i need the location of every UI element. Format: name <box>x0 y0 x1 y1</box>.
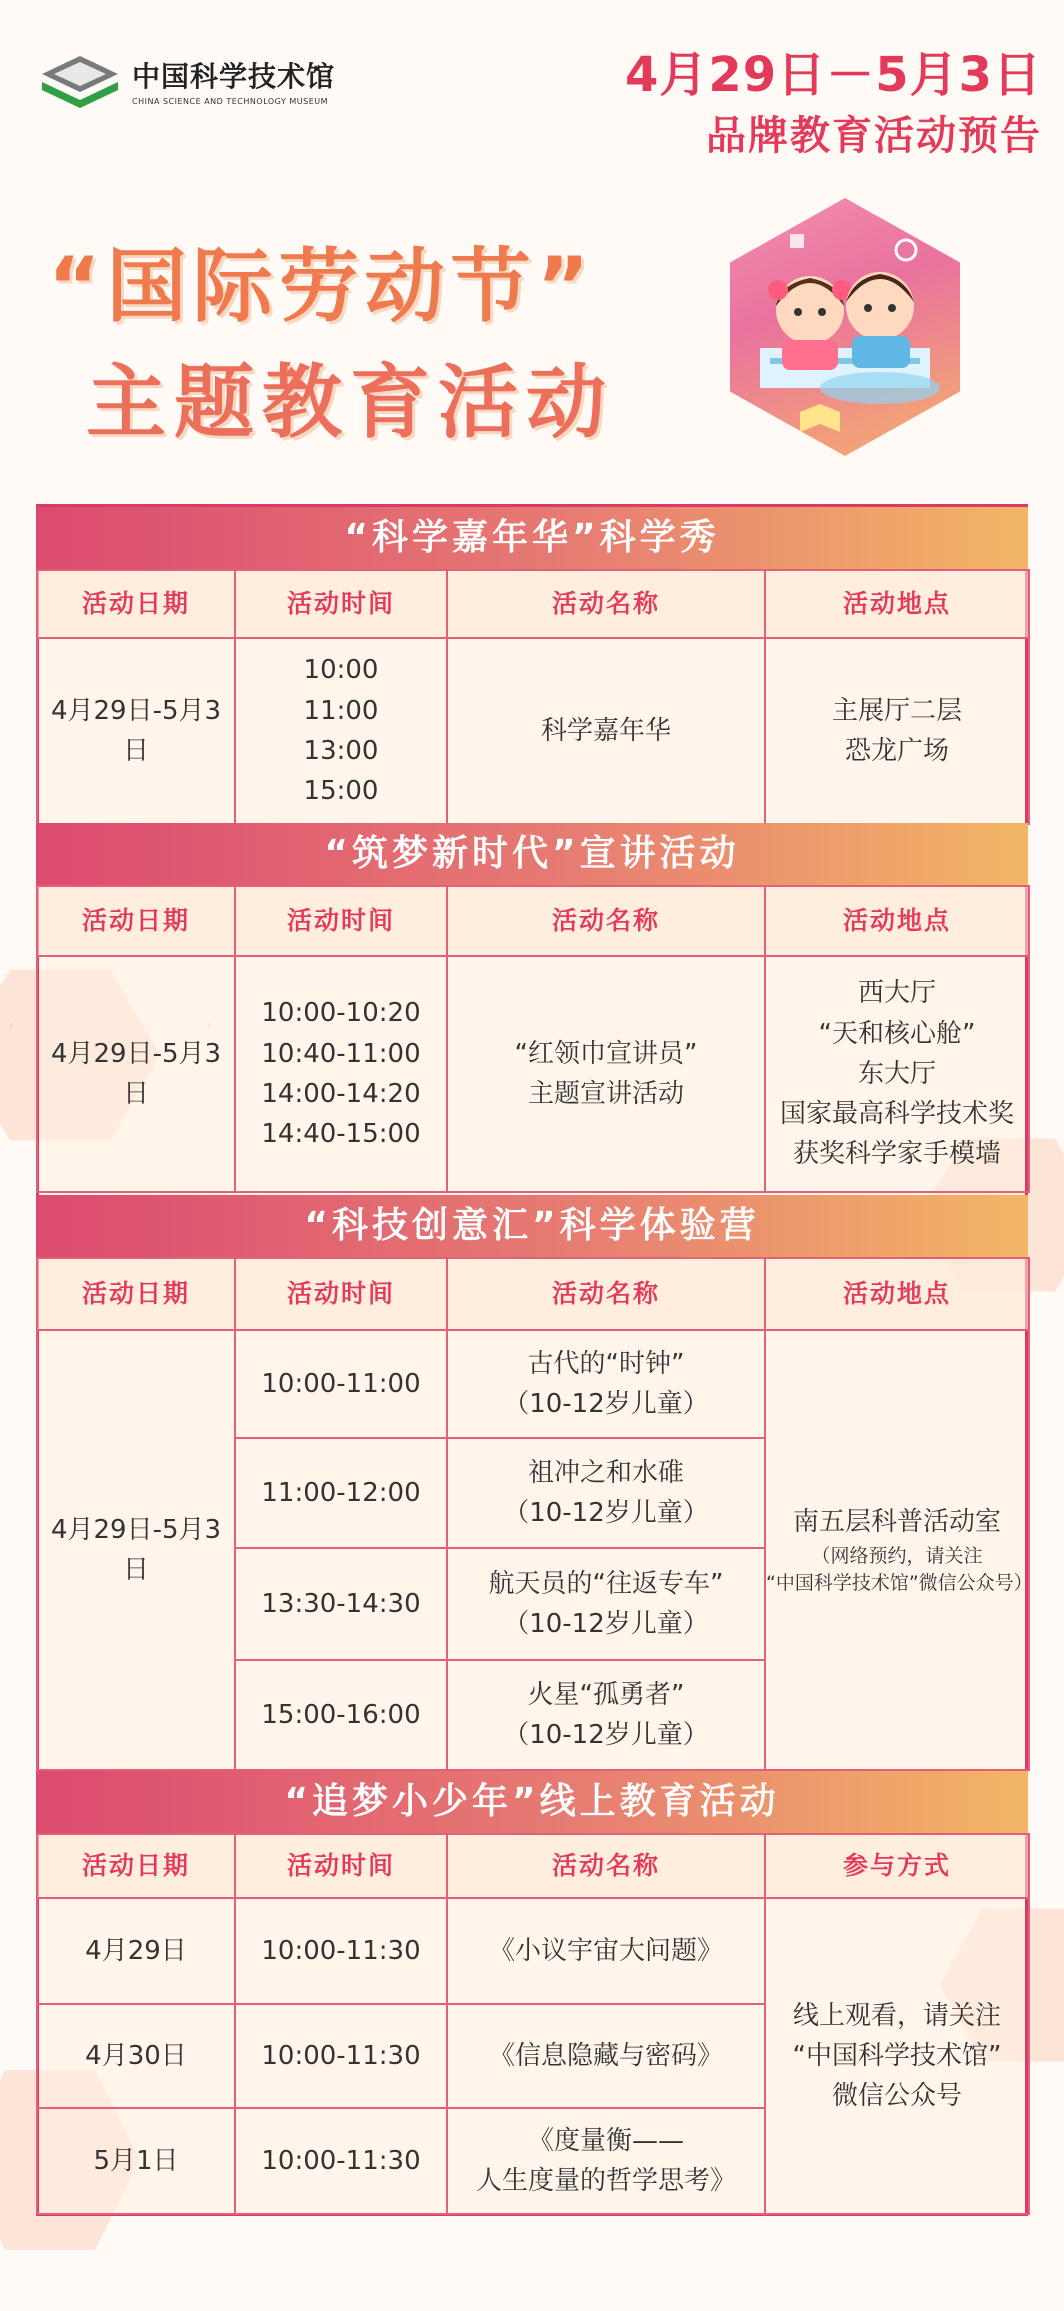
activity-date: 4月29日 <box>37 1898 235 2004</box>
name-line: 火星“孤勇者” <box>527 1679 685 1710</box>
time-slot: 10:40-11:00 <box>261 1038 421 1069</box>
time-slot: 14:40-15:00 <box>261 1119 421 1150</box>
activity-name: 《小议宇宙大问题》 <box>447 1898 765 2004</box>
camp-table <box>36 1257 1033 1771</box>
activity-date: 5月1日 <box>37 2108 235 2214</box>
time-slot: 15:00 <box>303 776 379 807</box>
header-date: 活动日期 <box>37 1258 235 1330</box>
header-name: 活动名称 <box>447 570 765 638</box>
kids-illustration <box>730 198 960 456</box>
header-time: 活动时间 <box>235 570 447 638</box>
participation-method <box>765 1898 1029 2214</box>
location-line: 南五层科普活动室 <box>792 1507 1001 1538</box>
lecture-table <box>36 885 1030 1193</box>
header-location: 活动地点 <box>765 570 1029 638</box>
location-note: （网络预约，请关注 <box>811 1544 983 1567</box>
activity-date: 4月29日-5月3日 <box>37 1330 235 1770</box>
main-title-line2: 主题教育活动 <box>86 356 614 449</box>
header-date: 活动日期 <box>37 570 235 638</box>
time-slot: 10:00 <box>303 655 379 686</box>
activity-name <box>447 956 765 1192</box>
method-line: “中国科学技术馆” <box>792 2040 1002 2071</box>
museum-logo <box>38 52 335 108</box>
activity-times <box>235 638 447 824</box>
name-line: 祖冲之和水碓 <box>527 1457 684 1488</box>
name-line: 《度量衡—— <box>527 2125 684 2156</box>
activity-time: 10:00-11:00 <box>235 1330 447 1438</box>
activity-time: 10:00-11:30 <box>235 1898 447 2004</box>
header-name: 活动名称 <box>447 886 765 956</box>
activity-date: 4月30日 <box>37 2004 235 2108</box>
activity-name <box>447 1438 765 1548</box>
activity-location <box>765 1330 1033 1770</box>
section-banner-lecture: “筑梦新时代”宣讲活动 <box>36 823 1028 885</box>
location-line: “天和核心舱” <box>818 1018 976 1049</box>
online-table <box>36 1833 1030 2215</box>
time-slot: 14:00-14:20 <box>261 1079 421 1109</box>
location-line: 主展厅二层 <box>831 695 962 726</box>
section-banner-camp: “科技创意汇”科学体验营 <box>36 1195 1028 1257</box>
activity-time: 13:30-14:30 <box>235 1548 447 1660</box>
time-slot: 10:00-10:20 <box>261 998 421 1029</box>
name-line: 古代的“时钟” <box>527 1348 685 1379</box>
section-banner-carnival: “科学嘉年华”科学秀 <box>36 507 1028 569</box>
location-line: 东大厅 <box>857 1058 936 1089</box>
activity-location <box>765 638 1029 824</box>
method-line: 线上观看，请关注 <box>792 2000 1001 2031</box>
name-line: “红领巾宣讲员” <box>514 1038 698 1069</box>
activity-location <box>765 956 1029 1192</box>
preview-title: 品牌教育活动预告 <box>706 113 1042 159</box>
section-banner-online: “追梦小少年”线上教育活动 <box>36 1771 1028 1833</box>
activity-name <box>447 1330 765 1438</box>
age-line: （10-12岁儿童） <box>503 1498 709 1528</box>
logo-name-en: CHINA SCIENCE AND TECHNOLOGY MUSEUM <box>132 96 329 106</box>
age-line: （10-12岁儿童） <box>503 1389 709 1419</box>
activity-name <box>447 1548 765 1660</box>
header-method: 参与方式 <box>765 1834 1029 1898</box>
time-slot: 11:00 <box>303 695 379 726</box>
header-time: 活动时间 <box>235 1258 447 1330</box>
header-name: 活动名称 <box>447 1258 765 1330</box>
header-time: 活动时间 <box>235 1834 447 1898</box>
age-line: （10-12岁儿童） <box>503 1609 709 1639</box>
name-line: 主题宣讲活动 <box>527 1079 684 1109</box>
activity-time: 10:00-11:30 <box>235 2004 447 2108</box>
main-title-line1: “国际劳动节” <box>48 240 596 333</box>
name-line: 人生度量的哲学思考》 <box>475 2166 736 2196</box>
kids-illustration-icon <box>730 198 960 456</box>
name-line: 航天员的“往返专车” <box>488 1568 724 1599</box>
age-line: （10-12岁儿童） <box>503 1720 709 1750</box>
location-line: 西大厅 <box>857 978 936 1009</box>
header-name: 活动名称 <box>447 1834 765 1898</box>
activity-times <box>235 956 447 1192</box>
activity-date: 4月29日-5月3日 <box>37 638 235 824</box>
time-slot: 13:00 <box>303 736 379 766</box>
logo-name-cn: 中国科学技术馆 <box>132 59 336 93</box>
event-date-range: 4月29日－5月3日 <box>625 47 1042 103</box>
header-date: 活动日期 <box>37 1834 235 1898</box>
activity-time: 11:00-12:00 <box>235 1438 447 1548</box>
activity-name <box>447 2108 765 2214</box>
location-line: 国家最高科学技术奖 <box>779 1099 1014 1130</box>
activity-time: 10:00-11:30 <box>235 2108 447 2214</box>
header-time: 活动时间 <box>235 886 447 956</box>
activity-time: 15:00-16:00 <box>235 1660 447 1770</box>
activity-date: 4月29日-5月3日 <box>37 956 235 1192</box>
location-line: 恐龙广场 <box>844 736 949 766</box>
header-date: 活动日期 <box>37 886 235 956</box>
activity-name <box>447 1660 765 1770</box>
location-note: “中国科学技术馆”微信公众号） <box>766 1572 1033 1595</box>
carnival-table <box>36 569 1030 825</box>
header-location: 活动地点 <box>765 886 1029 956</box>
activity-name: 科学嘉年华 <box>447 638 765 824</box>
location-line: 获奖科学家手模墙 <box>792 1139 1001 1170</box>
header-location: 活动地点 <box>765 1258 1029 1330</box>
method-line: 微信公众号 <box>831 2081 962 2112</box>
museum-logo-icon <box>38 52 122 108</box>
activity-name: 《信息隐藏与密码》 <box>447 2004 765 2108</box>
